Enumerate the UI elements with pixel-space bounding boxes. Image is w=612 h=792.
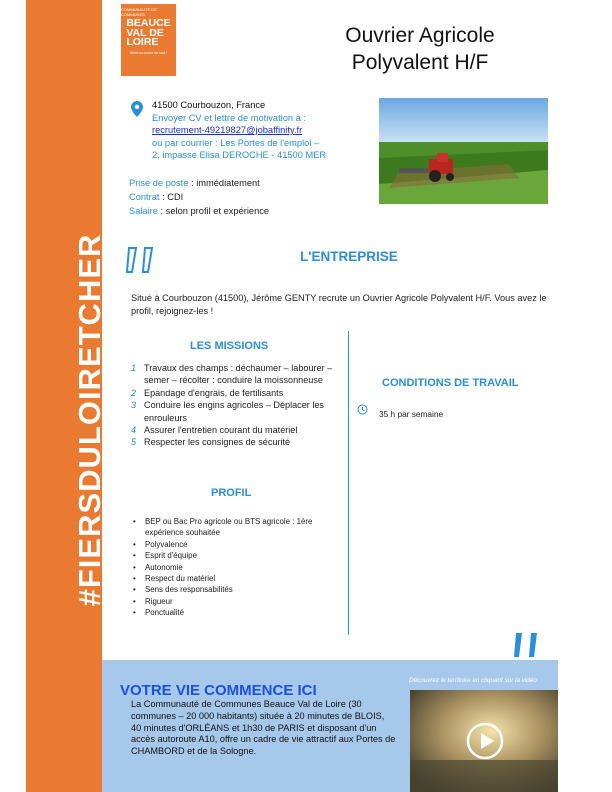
play-icon[interactable]: [466, 722, 504, 760]
vie-title: VOTRE VIE COMMENCE ICI: [120, 682, 317, 699]
list-item: • Sens des responsabilités: [131, 584, 346, 595]
list-item: • Polyvalence: [131, 539, 346, 550]
sidebar-band: [26, 0, 107, 792]
video-note: Découvrez le territoire en cliquant sur la vidéo: [409, 677, 537, 684]
list-item: • Esprit d'équipe: [131, 550, 346, 561]
logo-line-1: BEAUCE: [126, 17, 171, 29]
start-value: immédiatement: [196, 178, 260, 188]
hashtag-text: #FIERSDULOIRETCHER: [72, 233, 107, 607]
page-title: [300, 22, 540, 76]
job-info: [129, 176, 269, 218]
list-item: • BEP ou Bac Pro agricole ou BTS agricole : 1ère expérience souhaitée: [131, 516, 346, 539]
email-link[interactable]: recrutement-49219827@jobaffinity.fr: [152, 125, 303, 135]
list-item: • Ponctualité: [131, 607, 346, 618]
logo: [121, 4, 176, 76]
list-item: 5 Respecter les consignes de sécurité: [131, 437, 291, 448]
contact-block: [152, 99, 326, 162]
contract-value: CDI: [167, 192, 184, 202]
conditions-title: CONDITIONS DE TRAVAIL: [382, 377, 519, 389]
column-divider: [348, 331, 349, 635]
list-item: 3 Conduire les engins agricoles – Déplacer les enrouleurs: [131, 400, 324, 423]
map-pin-icon: [131, 101, 143, 117]
mail-line-1: ou par courrier : Les Portes de l'emploi –: [152, 137, 320, 148]
contract-label: Contrat: [129, 192, 160, 202]
logo-top-text: COMMUNAUTÉ DE COMMUNES: [121, 7, 157, 17]
hours-text: 35 h par semaine: [379, 409, 444, 419]
list-item: 2 Epandage d'engrais, de fertilisants: [131, 387, 284, 398]
list-item: • Respect du matériel: [131, 573, 346, 584]
missions-title: LES MISSIONS: [190, 340, 269, 352]
missions-list: [131, 362, 343, 449]
address: 41500 Courbouzon, France: [152, 100, 266, 110]
start-row: Prise de poste : immédiatement: [129, 178, 260, 188]
send-text: Envoyer CV et lettre de motivation à :: [152, 112, 306, 123]
quote-open-icon: [125, 244, 163, 276]
logo-line-2: VAL DE: [126, 26, 164, 39]
start-label: Prise de poste: [129, 178, 189, 188]
profil-list: [131, 516, 346, 619]
list-item: • Rigueur: [131, 596, 346, 607]
clock-icon: [357, 404, 368, 415]
logo-tagline: Vivre au centre de tout !: [129, 50, 168, 55]
mail-line-2: 2, impasse Elisa DEROCHE - 41500 MER: [152, 150, 327, 160]
vie-text: La Communauté de Communes Beauce Val de Loire (30 communes – 20 000 habitants) située à 20 minutes de BLOIS, 40 minutes d'ORLÉANS et 1h30 de PARIS et disposant d'un accès autoroute A10, offre un cadre de vie attractif aux Portes de CHAMBORD et de la Sologne.: [131, 699, 396, 757]
contract-row: Contrat : CDI: [129, 192, 184, 202]
title-line-1: Ouvrier Agricole: [345, 24, 495, 47]
salary-label: Salaire: [129, 206, 158, 216]
entreprise-text: Situé à Courbouzon (41500), Jérôme GENTY recrute un Ouvrier Agricole Polyvalent H/F. Vous avez le profil, rejoignez-les !: [131, 293, 547, 316]
title-line-2: Polyvalent H/F: [351, 51, 489, 74]
salary-row: Salaire : selon profil et expérience: [129, 206, 270, 216]
salary-value: selon profil et expérience: [165, 206, 270, 216]
logo-wordmark: [126, 19, 170, 48]
tractor-field-photo: [379, 98, 548, 204]
list-item: • Autonomie: [131, 562, 346, 573]
quote-close-icon: [512, 631, 548, 661]
list-item: 4 Assurer l'entretien courant du matériel: [131, 425, 298, 436]
entreprise-title: L'ENTREPRISE: [300, 249, 398, 264]
logo-line-3: LOIRE: [126, 36, 159, 48]
profil-title: PROFIL: [211, 487, 252, 499]
list-item: 1 Travaux des champs : déchaumer – labourer – semer – récolter : conduire la moissonneuse: [131, 363, 333, 386]
